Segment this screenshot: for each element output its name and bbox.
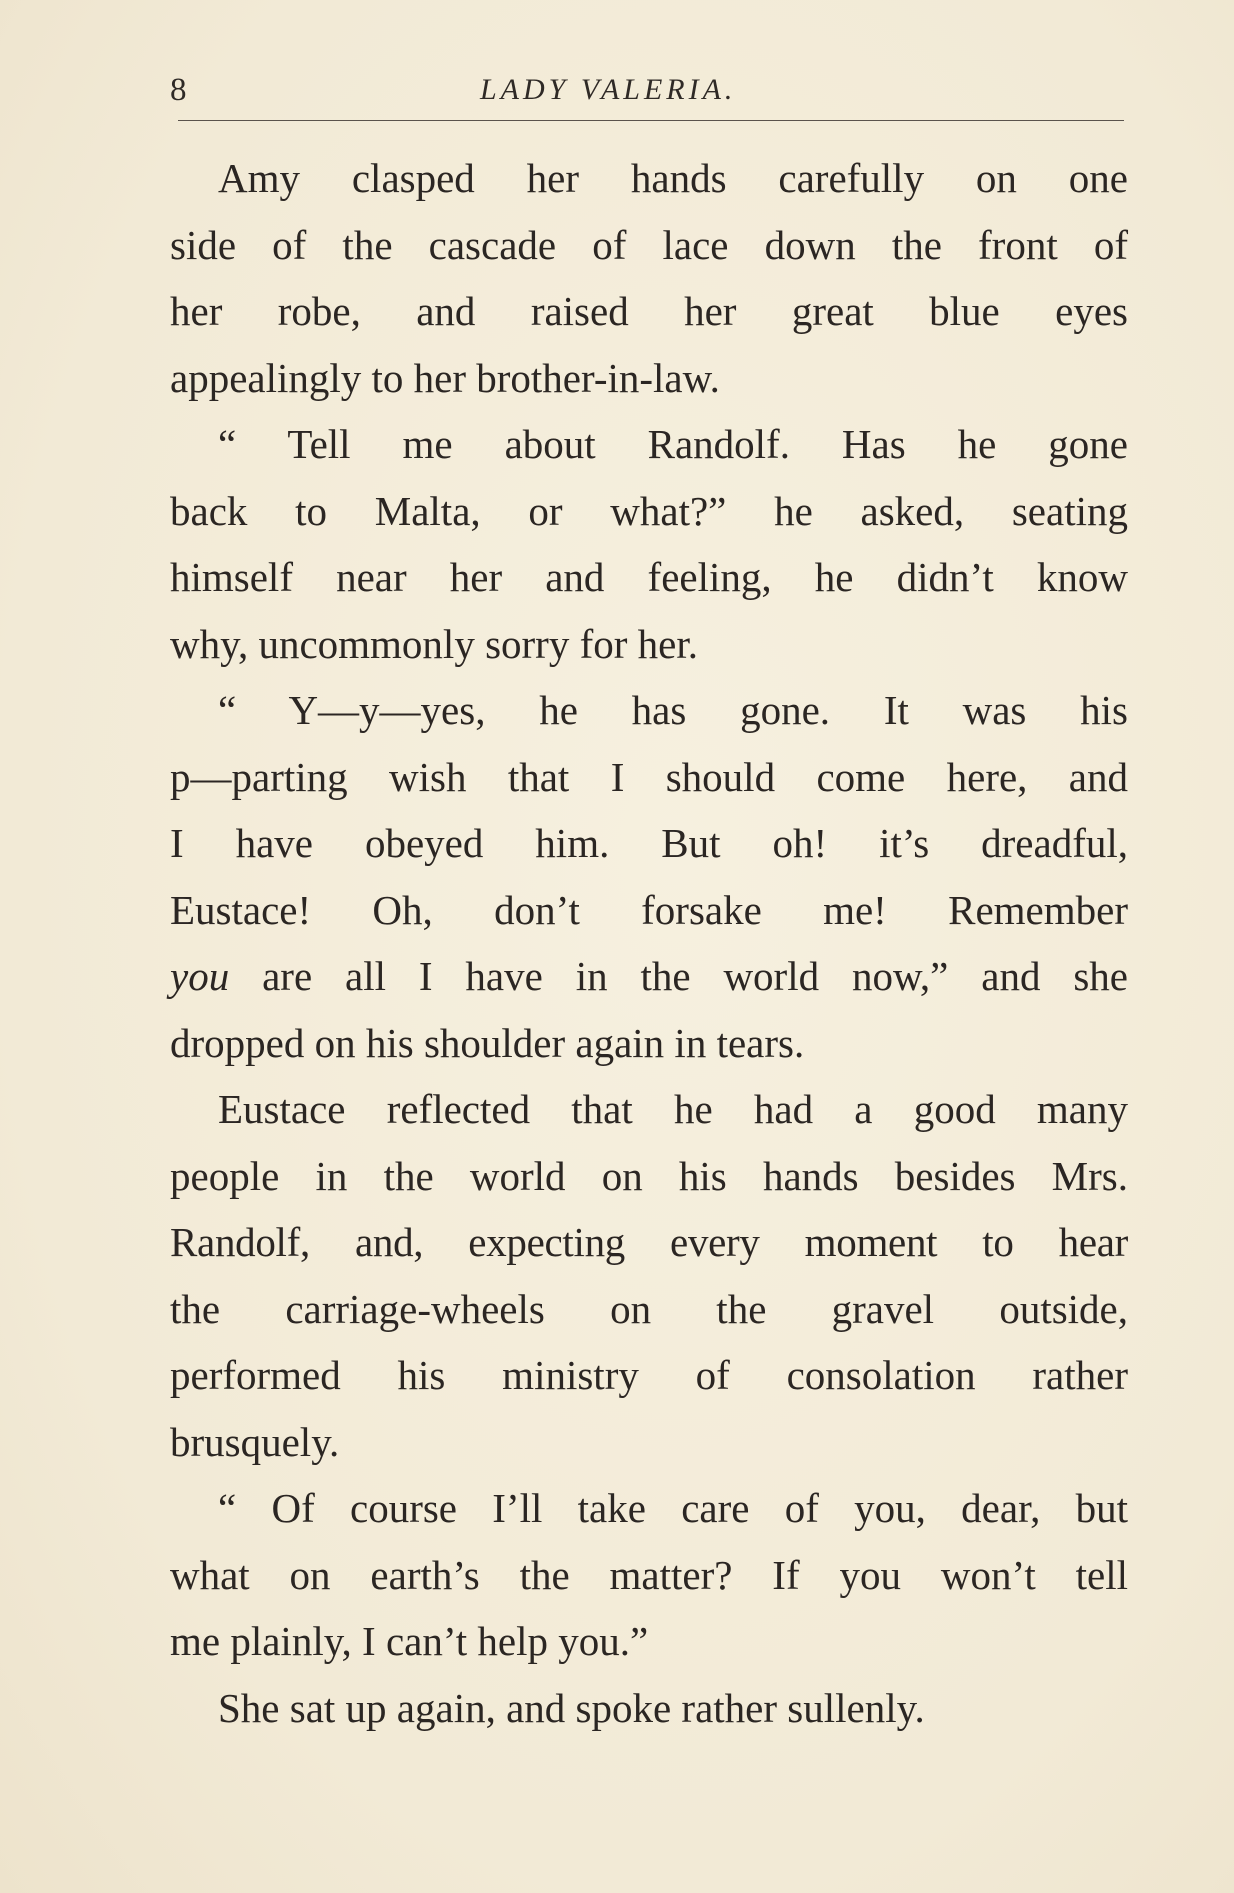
text-line-rest: are all I have in the world now,” and she bbox=[262, 953, 1128, 999]
text-line: himself near her and feeling, he didn’t know bbox=[170, 554, 1128, 600]
text-line: brusquely. bbox=[170, 1418, 340, 1465]
text-line: She sat up again, and spoke rather sullenly. bbox=[218, 1684, 925, 1731]
text-line: “ Tell me about Randolf. Has he gone bbox=[218, 421, 1128, 467]
text-line: people in the world on his hands besides Mrs. bbox=[170, 1152, 1128, 1199]
text-line: Randolf, and, expecting every moment to hear bbox=[170, 1219, 1128, 1265]
header-rule bbox=[178, 120, 1124, 121]
text-line: “ Of course I’ll take care of you, dear, but bbox=[218, 1485, 1128, 1531]
emphasized-word: you bbox=[170, 953, 230, 999]
text-line: p—parting wish that I should come here, and bbox=[170, 753, 1128, 800]
text-line: Eustace! Oh, don’t forsake me! Remember bbox=[170, 886, 1128, 933]
text-line: me plainly, I can’t help you.” bbox=[170, 1618, 649, 1664]
text-line: Amy clasped her hands carefully on one bbox=[218, 155, 1128, 201]
text-line bbox=[170, 943, 1128, 1010]
text-line: dropped on his shoulder again in tears. bbox=[170, 1019, 805, 1066]
page-number: 8 bbox=[170, 72, 187, 108]
text-line: Eustace reflected that he had a good many bbox=[218, 1086, 1128, 1132]
text-line: I have obeyed him. But oh! it’s dreadful, bbox=[170, 820, 1128, 866]
text-line: the carriage-wheels on the gravel outside, bbox=[170, 1285, 1128, 1332]
text-line: appealingly to her brother-in-law. bbox=[170, 354, 720, 401]
text-line: back to Malta, or what?” he asked, seating bbox=[170, 487, 1128, 534]
body-text bbox=[170, 145, 1128, 1741]
text-line: what on earth’s the matter? If you won’t tell bbox=[170, 1551, 1128, 1598]
running-title: LADY VALERIA. bbox=[480, 73, 737, 106]
text-line: her robe, and raised her great blue eyes bbox=[170, 288, 1128, 334]
text-line: why, uncommonly sorry for her. bbox=[170, 620, 698, 667]
page-header bbox=[170, 70, 1125, 110]
text-line: side of the cascade of lace down the front of bbox=[170, 221, 1128, 268]
text-line: performed his ministry of consolation rather bbox=[170, 1352, 1128, 1398]
text-line: “ Y—y—yes, he has gone. It was his bbox=[218, 687, 1128, 733]
